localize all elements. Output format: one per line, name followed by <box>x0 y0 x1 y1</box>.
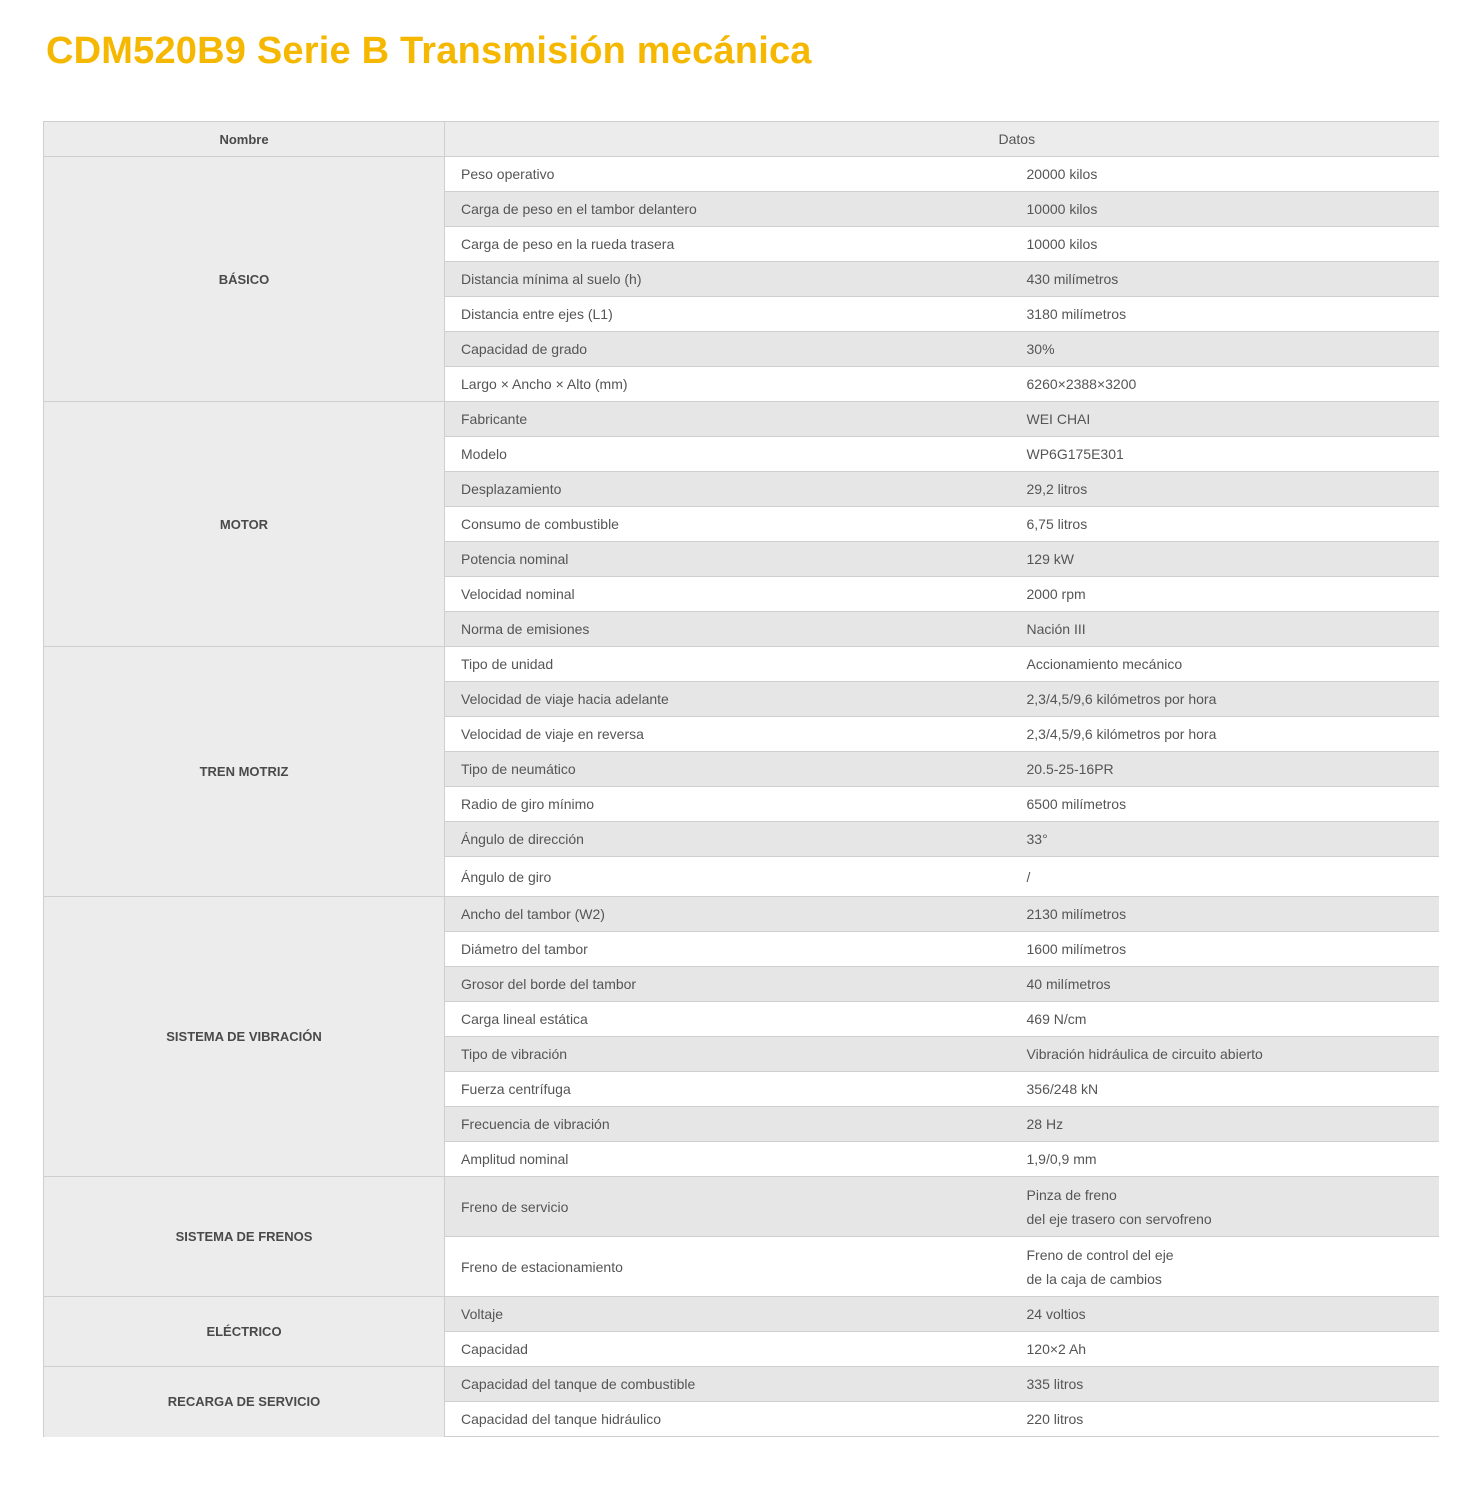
spec-value-line: 1,9/0,9 mm <box>1026 1151 1097 1167</box>
spec-name: Ángulo de giro <box>445 857 983 897</box>
spec-name: Tipo de vibración <box>445 1037 983 1072</box>
spec-value-line: 2000 rpm <box>1026 586 1086 602</box>
table-row <box>44 1177 1439 1237</box>
spec-value-line: 3180 milímetros <box>1026 306 1127 322</box>
spec-name: Potencia nominal <box>445 542 983 577</box>
spec-value-line: Accionamiento mecánico <box>1026 656 1183 672</box>
table-header-row <box>44 122 1439 157</box>
spec-value-line: WP6G175E301 <box>1026 446 1124 462</box>
spec-name: Ancho del tambor (W2) <box>445 897 983 932</box>
spec-value-line: 6500 milímetros <box>1026 796 1127 812</box>
group-label: BÁSICO <box>44 157 445 402</box>
spec-name: Capacidad <box>445 1332 983 1367</box>
spec-name: Amplitud nominal <box>445 1142 983 1177</box>
spec-value-line: 2,3/4,5/9,6 kilómetros por hora <box>1026 691 1217 707</box>
spec-name: Carga de peso en el tambor delantero <box>445 192 983 227</box>
spec-name: Distancia mínima al suelo (h) <box>445 262 983 297</box>
spec-value <box>983 1002 1439 1037</box>
group-label: TREN MOTRIZ <box>44 647 445 897</box>
spec-value <box>983 1332 1439 1367</box>
spec-value <box>983 227 1439 262</box>
table-row <box>44 897 1439 932</box>
spec-name: Largo × Ancho × Alto (mm) <box>445 367 983 402</box>
spec-name: Fabricante <box>445 402 983 437</box>
spec-value <box>983 1037 1439 1072</box>
spec-name: Peso operativo <box>445 157 983 192</box>
spec-value <box>983 577 1439 612</box>
spec-value <box>983 262 1439 297</box>
spec-value <box>983 857 1439 897</box>
spec-value-line: 430 milímetros <box>1026 271 1119 287</box>
spec-value <box>983 297 1439 332</box>
header-blank <box>445 122 983 157</box>
header-data: Datos <box>983 122 1439 157</box>
spec-value-line: 1600 milímetros <box>1026 941 1127 957</box>
spec-value <box>983 612 1439 647</box>
spec-value <box>983 1297 1439 1332</box>
group-label: ELÉCTRICO <box>44 1297 445 1367</box>
spec-name: Diámetro del tambor <box>445 932 983 967</box>
spec-value-line: 2130 milímetros <box>1026 906 1127 922</box>
spec-name: Capacidad del tanque de combustible <box>445 1367 983 1402</box>
page-title: CDM520B9 Serie B Transmisión mecánica <box>46 30 812 72</box>
spec-value-line: 20.5-25-16PR <box>1026 761 1114 777</box>
spec-value <box>983 967 1439 1002</box>
spec-value-line: 24 voltios <box>1026 1306 1086 1322</box>
spec-value <box>983 897 1439 932</box>
spec-name: Velocidad de viaje hacia adelante <box>445 682 983 717</box>
spec-value <box>983 1237 1439 1297</box>
spec-value-line: 6260×2388×3200 <box>1026 376 1137 392</box>
header-name: Nombre <box>44 122 445 157</box>
spec-value <box>983 332 1439 367</box>
spec-name: Voltaje <box>445 1297 983 1332</box>
spec-value-line: Freno de control del eje <box>1026 1246 1174 1263</box>
spec-value-line: 6,75 litros <box>1026 516 1088 532</box>
spec-value-line: de la caja de cambios <box>1026 1270 1162 1287</box>
spec-value <box>983 787 1439 822</box>
table-row <box>44 1297 1439 1332</box>
spec-name: Ángulo de dirección <box>445 822 983 857</box>
spec-name: Fuerza centrífuga <box>445 1072 983 1107</box>
spec-value-line: 129 kW <box>1026 551 1074 567</box>
spec-value-line: 33° <box>1026 831 1048 847</box>
spec-name: Frecuencia de vibración <box>445 1107 983 1142</box>
spec-value-line: 28 Hz <box>1026 1116 1064 1132</box>
spec-name: Capacidad de grado <box>445 332 983 367</box>
spec-value-line: Nación III <box>1026 621 1086 637</box>
spec-value-line: 120×2 Ah <box>1026 1341 1087 1357</box>
spec-value <box>983 402 1439 437</box>
spec-value <box>983 542 1439 577</box>
spec-value-line: 10000 kilos <box>1026 201 1098 217</box>
spec-value <box>983 752 1439 787</box>
spec-name: Modelo <box>445 437 983 472</box>
spec-name: Tipo de unidad <box>445 647 983 682</box>
spec-value-line: 10000 kilos <box>1026 236 1098 252</box>
table-row <box>44 647 1439 682</box>
spec-value <box>983 1107 1439 1142</box>
group-label: SISTEMA DE VIBRACIÓN <box>44 897 445 1177</box>
spec-name: Norma de emisiones <box>445 612 983 647</box>
spec-value <box>983 472 1439 507</box>
spec-name: Velocidad de viaje en reversa <box>445 717 983 752</box>
spec-name: Carga lineal estática <box>445 1002 983 1037</box>
spec-value <box>983 437 1439 472</box>
spec-value-line: / <box>1026 868 1031 885</box>
spec-value <box>983 507 1439 542</box>
group-label: RECARGA DE SERVICIO <box>44 1367 445 1437</box>
group-label: MOTOR <box>44 402 445 647</box>
spec-name: Carga de peso en la rueda trasera <box>445 227 983 262</box>
spec-value <box>983 157 1439 192</box>
spec-name: Freno de estacionamiento <box>445 1237 983 1297</box>
spec-value <box>983 1402 1439 1437</box>
spec-value <box>983 1142 1439 1177</box>
spec-value-line: Vibración hidráulica de circuito abierto <box>1026 1046 1263 1062</box>
spec-value-line: 30% <box>1026 341 1055 357</box>
spec-name: Tipo de neumático <box>445 752 983 787</box>
spec-value-line: 40 milímetros <box>1026 976 1111 992</box>
spec-value-line: 20000 kilos <box>1026 166 1098 182</box>
spec-value-line: 2,3/4,5/9,6 kilómetros por hora <box>1026 726 1217 742</box>
spec-body <box>44 157 1439 1437</box>
table-row <box>44 157 1439 192</box>
spec-name: Grosor del borde del tambor <box>445 967 983 1002</box>
spec-value <box>983 932 1439 967</box>
spec-value-line: WEI CHAI <box>1026 411 1091 427</box>
spec-value-line: 356/248 kN <box>1026 1081 1099 1097</box>
spec-value <box>983 682 1439 717</box>
spec-name: Consumo de combustible <box>445 507 983 542</box>
spec-name: Capacidad del tanque hidráulico <box>445 1402 983 1437</box>
spec-value-line: Pinza de freno <box>1026 1186 1117 1203</box>
spec-name: Desplazamiento <box>445 472 983 507</box>
spec-value <box>983 1367 1439 1402</box>
spec-value <box>983 647 1439 682</box>
spec-name: Radio de giro mínimo <box>445 787 983 822</box>
spec-value-line: del eje trasero con servofreno <box>1026 1210 1212 1227</box>
spec-table <box>43 121 1439 1437</box>
spec-value-line: 335 litros <box>1026 1376 1084 1392</box>
spec-name: Freno de servicio <box>445 1177 983 1237</box>
spec-value <box>983 717 1439 752</box>
spec-name: Velocidad nominal <box>445 577 983 612</box>
spec-value <box>983 192 1439 227</box>
spec-value <box>983 1177 1439 1237</box>
group-label: SISTEMA DE FRENOS <box>44 1177 445 1297</box>
table-row <box>44 1367 1439 1402</box>
spec-value <box>983 367 1439 402</box>
spec-value-line: 469 N/cm <box>1026 1011 1087 1027</box>
spec-value-line: 220 litros <box>1026 1411 1084 1427</box>
spec-value <box>983 822 1439 857</box>
spec-name: Distancia entre ejes (L1) <box>445 297 983 332</box>
spec-value-line: 29,2 litros <box>1026 481 1088 497</box>
spec-value <box>983 1072 1439 1107</box>
table-row <box>44 402 1439 437</box>
